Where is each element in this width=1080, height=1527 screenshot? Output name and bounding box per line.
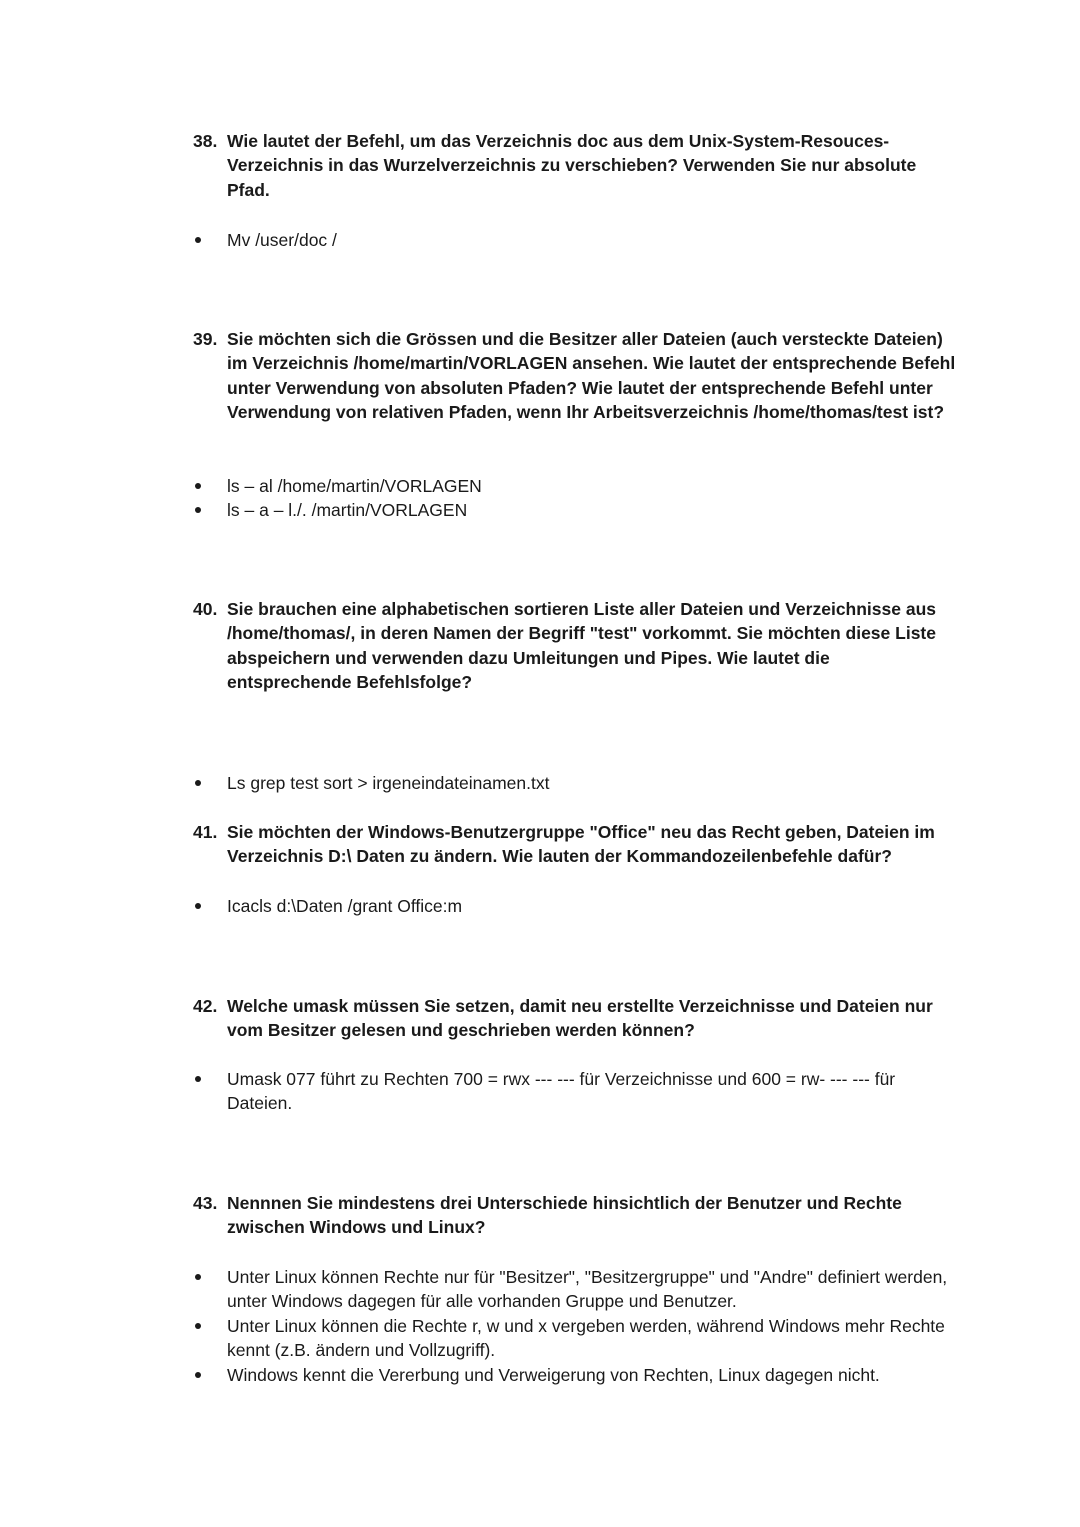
- question-text: Wie lautet der Befehl, um das Verzeichnis doc aus dem Unix-System-Resouces-Verzeichnis in das Wurzelverzeichnis zu verschieben? Verwenden Sie nur absolute Pfad.: [227, 131, 917, 200]
- answer-42-block: [0, 1067, 1080, 1116]
- answer-item: [0, 474, 1080, 498]
- answer-item: [0, 771, 1080, 795]
- question-text: Welche umask müssen Sie setzen, damit neu erstellte Verzeichnisse und Dateien nur vom Besitzer gelesen und geschrieben werden können?: [227, 996, 933, 1041]
- answer-text: Umask 077 führt zu Rechten 700 = rwx --- --- für Verzeichnisse und 600 = rw- --- --- für Dateien.: [227, 1069, 896, 1114]
- answer-list: [0, 771, 1080, 795]
- answer-38-block: [0, 228, 1080, 252]
- answer-text: Unter Linux können Rechte nur für "Besitzer", "Besitzergruppe" und "Andre" definiert werden, unter Windows dagegen für alle vorhanden Gruppe und Benutzer.: [227, 1267, 948, 1312]
- answer-item: [0, 228, 1080, 252]
- question-text: Sie möchten der Windows-Benutzergruppe "Office" neu das Recht geben, Dateien im Verzeichnis D:\ Daten zu ändern. Wie lauten der Kommandozeilenbefehle dafür?: [227, 822, 935, 867]
- question-39: [0, 327, 1080, 425]
- answer-text: Windows kennt die Vererbung und Verweigerung von Rechten, Linux dagegen nicht.: [227, 1364, 880, 1385]
- question-38: [0, 129, 1080, 202]
- answer-list: [0, 1067, 1080, 1116]
- bullet-icon: [193, 1363, 227, 1387]
- answer-39-block: [0, 474, 1080, 523]
- question-number: 39.: [193, 329, 218, 349]
- question-text: Nennnen Sie mindestens drei Unterschiede hinsichtlich der Benutzer und Rechte zwischen Windows und Linux?: [227, 1193, 902, 1238]
- question-40: [0, 597, 1080, 695]
- answer-text: Unter Linux können die Rechte r, w und x vergeben werden, während Windows mehr Rechte kennt (z.B. ändern und Vollzugriff).: [227, 1315, 945, 1361]
- answer-list: [0, 1265, 1080, 1387]
- answer-41-block: [0, 894, 1080, 918]
- question-number: 42.: [193, 996, 218, 1016]
- bullet-icon: [193, 498, 227, 522]
- bullet-icon: [193, 1067, 227, 1116]
- bullet-icon: [193, 894, 227, 918]
- answer-item: [0, 498, 1080, 522]
- bullet-icon: [193, 1265, 227, 1314]
- answer-text: Mv /user/doc /: [227, 230, 337, 250]
- answer-text: ls – al /home/martin/VORLAGEN: [227, 476, 482, 496]
- answer-item: [0, 1067, 1080, 1116]
- question-40-block: [0, 597, 1080, 695]
- question-number: 41.: [193, 822, 218, 842]
- question-39-block: [0, 327, 1080, 425]
- question-43: [0, 1191, 1080, 1240]
- question-42: [0, 994, 1080, 1043]
- question-41-block: [0, 820, 1080, 869]
- question-38-block: [0, 129, 1080, 202]
- answer-list: [0, 228, 1080, 252]
- answer-item: [0, 1314, 1080, 1363]
- answer-item: [0, 1363, 1080, 1387]
- question-42-block: [0, 994, 1080, 1043]
- answer-list: [0, 474, 1080, 523]
- bullet-icon: [193, 1314, 227, 1363]
- question-number: 38.: [193, 131, 218, 151]
- question-text: Sie möchten sich die Grössen und die Besitzer aller Dateien (auch versteckte Dateien) im Verzeichnis /home/martin/VORLAGEN ansehen. Wie lautet der entsprechende Befehl unter Verwendung von absoluten Pfaden? Wie lautet der entsprechende Befehl unter Verwendung von relativen Pfaden, wenn Ihr Arbeitsverzeichnis /home/thomas/test ist?: [227, 329, 956, 423]
- answer-list: [0, 894, 1080, 918]
- question-43-block: [0, 1191, 1080, 1240]
- answer-text: Icacls d:\Daten /grant Office:m: [227, 896, 463, 916]
- bullet-icon: [193, 474, 227, 498]
- answer-item: [0, 1265, 1080, 1314]
- answer-text: Ls grep test sort > irgeneindateinamen.txt: [227, 773, 550, 793]
- question-number: 43.: [193, 1193, 218, 1213]
- bullet-icon: [193, 228, 227, 252]
- bullet-icon: [193, 771, 227, 795]
- question-text: Sie brauchen eine alphabetischen sortieren Liste aller Dateien und Verzeichnisse aus /home/thomas/, in deren Namen der Begriff "test" vorkommt. Sie möchten diese Liste abspeichern und verwenden dazu Umleitungen und Pipes. Wie lautet die entsprechende Befehlsfolge?: [227, 599, 937, 693]
- answer-item: [0, 894, 1080, 918]
- answer-40-block: [0, 771, 1080, 795]
- answer-text: ls – a – l./. /martin/VORLAGEN: [227, 500, 468, 521]
- answer-43-block: [0, 1265, 1080, 1387]
- question-number: 40.: [193, 599, 218, 619]
- question-41: [0, 820, 1080, 869]
